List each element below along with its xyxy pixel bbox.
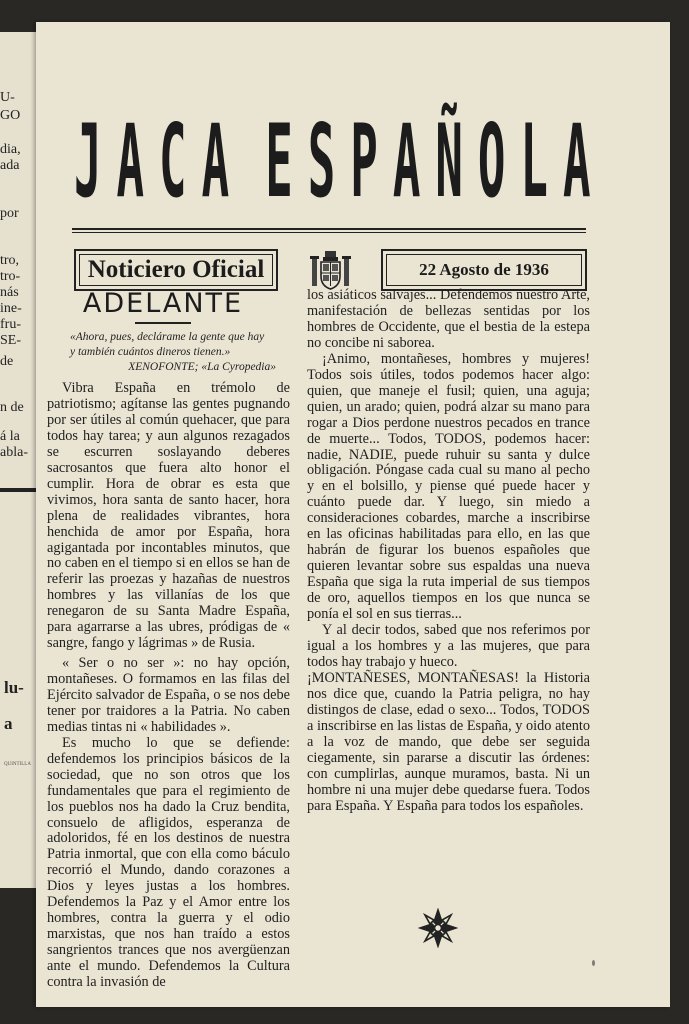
issue-date: 22 Agosto de 1936 — [419, 260, 549, 279]
masthead-letter: A — [201, 101, 223, 221]
article-column-left-top — [47, 381, 290, 652]
previous-page-text-fragment: tro- — [0, 269, 21, 284]
previous-page-rule — [0, 488, 40, 492]
previous-page-text-fragment: dia, — [0, 142, 21, 157]
print-speck — [592, 960, 595, 966]
masthead-letter: E — [265, 101, 287, 221]
masthead-rule — [72, 228, 586, 230]
masthead-letter: Ñ — [435, 101, 457, 221]
epigraph-attribution: XENOFONTE; «La Cyropedia» — [128, 361, 276, 373]
previous-page-text-fragment: fru- — [0, 317, 21, 332]
previous-page-text-fragment: SE- — [0, 333, 21, 348]
previous-page-text-fragment: abla- — [0, 445, 28, 460]
title-underline — [135, 322, 191, 324]
masthead-letter: J — [74, 101, 96, 221]
previous-page-text-fragment: n de — [0, 400, 24, 415]
previous-page-text-fragment: U- — [0, 90, 15, 105]
previous-page-heading-fragment: a — [4, 714, 13, 733]
masthead-letter: O — [477, 101, 500, 221]
previous-page-text-fragment: ada — [0, 158, 20, 173]
previous-page-heading-fragment: lu- — [4, 678, 24, 697]
epigraph-line: y también cuántos dineros tienen.» — [70, 346, 231, 358]
previous-page-text-fragment: á la — [0, 429, 20, 444]
masthead-letter: A — [562, 101, 585, 221]
epigraph-line: «Ahora, pues, declárame la gente que hay — [70, 331, 265, 343]
masthead-title — [74, 102, 584, 220]
flower-ornament-icon — [418, 908, 458, 948]
article-title: ADELANTE — [82, 288, 244, 319]
paragraph: Es mucho lo que se defiende: defendemos los principios básicos de la sociedad, que no son otros que los fundamentales que para el regimiento de los pueblos nos ha dado la Cruz bendita, consuelo de afligidos, esperanza de adoloridos, fé en los destinos de nuestra Patria inmortal, que con ella como báculo recorrió el Mundo, dando corazones a Dios y leyes justas a los hombres. Defendemos la Paz y el Amor entre los hombres, contra la guerra y el odio marxistas, que nos han traído a estos sangrientos trances que nos avergüenzan ante el mundo. Defendemos la Cultura contra la invasión de — [47, 734, 290, 991]
previous-page-text-fragment: tro, — [0, 253, 20, 268]
masthead-rule-thin — [72, 232, 586, 233]
article-column-right — [307, 288, 590, 814]
noticiero-oficial-box — [74, 249, 278, 291]
paragraph: ¡Animo, montañeses, hombres y mujeres! Todos sois útiles, todos podemos hacer algo: quien, que maneje el fusil; quien, una aguja; quien, un arado; quien, podrá alzar su mano para rogar a Dios perdone nuestros pecados en trance de muerte... Todos, TODOS, podemos hacer: nadie, NADIE, puede ruhuir su santa y dulce obligación. Póngase cada cual su mano al pecho y en el bolsillo, y piense qué puede hacer y cuánto puede dar. Y luego, sin miedo a consideraciones cobardes, marche a inscribirse en las oficinas habilitadas para ello, en las que habrán de figurar los buenos españoles que quieren levantar sobre sus espaldas una nueva España que siga la ruta imperial de sus tiempos de oro, aquellos tiempos en los que nunca se ponía el sol en sus tierras... — [307, 350, 590, 623]
previous-page-text-fragment: ine- — [0, 301, 22, 316]
epigraph — [70, 330, 290, 375]
masthead-letter: P — [350, 101, 372, 221]
masthead-letter: S — [307, 101, 330, 221]
previous-page-text-fragment: GO — [0, 108, 21, 123]
masthead-letter: A — [392, 101, 415, 221]
paragraph: ¡MONTAÑESES, MONTAÑESAS! la Historia nos dice que, cuando la Patria peligra, no hay distingos de clase, edad o sexo... Todos, TODOS a inscribirse en las listas de España, y oido atento a la voz de mando, que debe ser seguida ciegamente, sin pararse a discutir las órdenes: con cumplirlas, aunque muramos, basta. Ni un hombre ni una mujer debe quedarse fuera. Todos para España. Y España para todos los españoles. — [307, 669, 590, 814]
previous-page-tiny-caption: QUINTILLA — [4, 762, 31, 767]
previous-page-text-fragment: nás — [0, 285, 19, 300]
paragraph: los asiáticos salvajes... Defendemos nuestro Arte, manifestación de bellezas sentidas por los hombres de Occidente, que el bestia de la estepa no concibe ni saborea. — [307, 287, 590, 351]
paragraph: « Ser o no ser »: no hay opción, montañeses. O formamos en las filas del Ejército salvador de España, o se nos debe tener por traidores a la Patria. No caben medias tintas ni « habilidades ». — [47, 655, 290, 735]
masthead-letter: A — [116, 101, 138, 221]
masthead-letter: C — [159, 101, 181, 221]
date-box — [381, 249, 587, 291]
previous-page-text-fragment: por — [0, 206, 19, 221]
paragraph: Vibra España en trémolo de patriotismo; agítanse las gentes pugnando por ser útiles al común quehacer, que para todos hay tarea; y aun algunos rezagados se escurren soslayando deberes sacrosantos que fuera alto honor el cumplir. Hora de obrar es esta que vivimos, hora santa de santo hacer, hora plena de realidades vibrantes, hora henchida de amor por España, hora agigantada por incontables minutos, que no caben en el tiempo si en ellos se han de referir las proezas y hazañas de nuestros hombres y las villanías de los que renegaron de su Santa Madre España, para agarrarse a las ubres, pródigas de « sangre, fango y lágrimas » de Rusia. — [47, 380, 290, 652]
previous-page-text-fragment: de — [0, 354, 14, 369]
masthead-letter: L — [520, 101, 542, 221]
paragraph: Y al decir todos, sabed que nos referimos por igual a los hombres y a las mujeres, que para todos hay trabajo y hueco. — [307, 622, 590, 670]
article-column-left-bottom — [47, 656, 290, 991]
noticiero-oficial-label: Noticiero Oficial — [87, 256, 265, 283]
